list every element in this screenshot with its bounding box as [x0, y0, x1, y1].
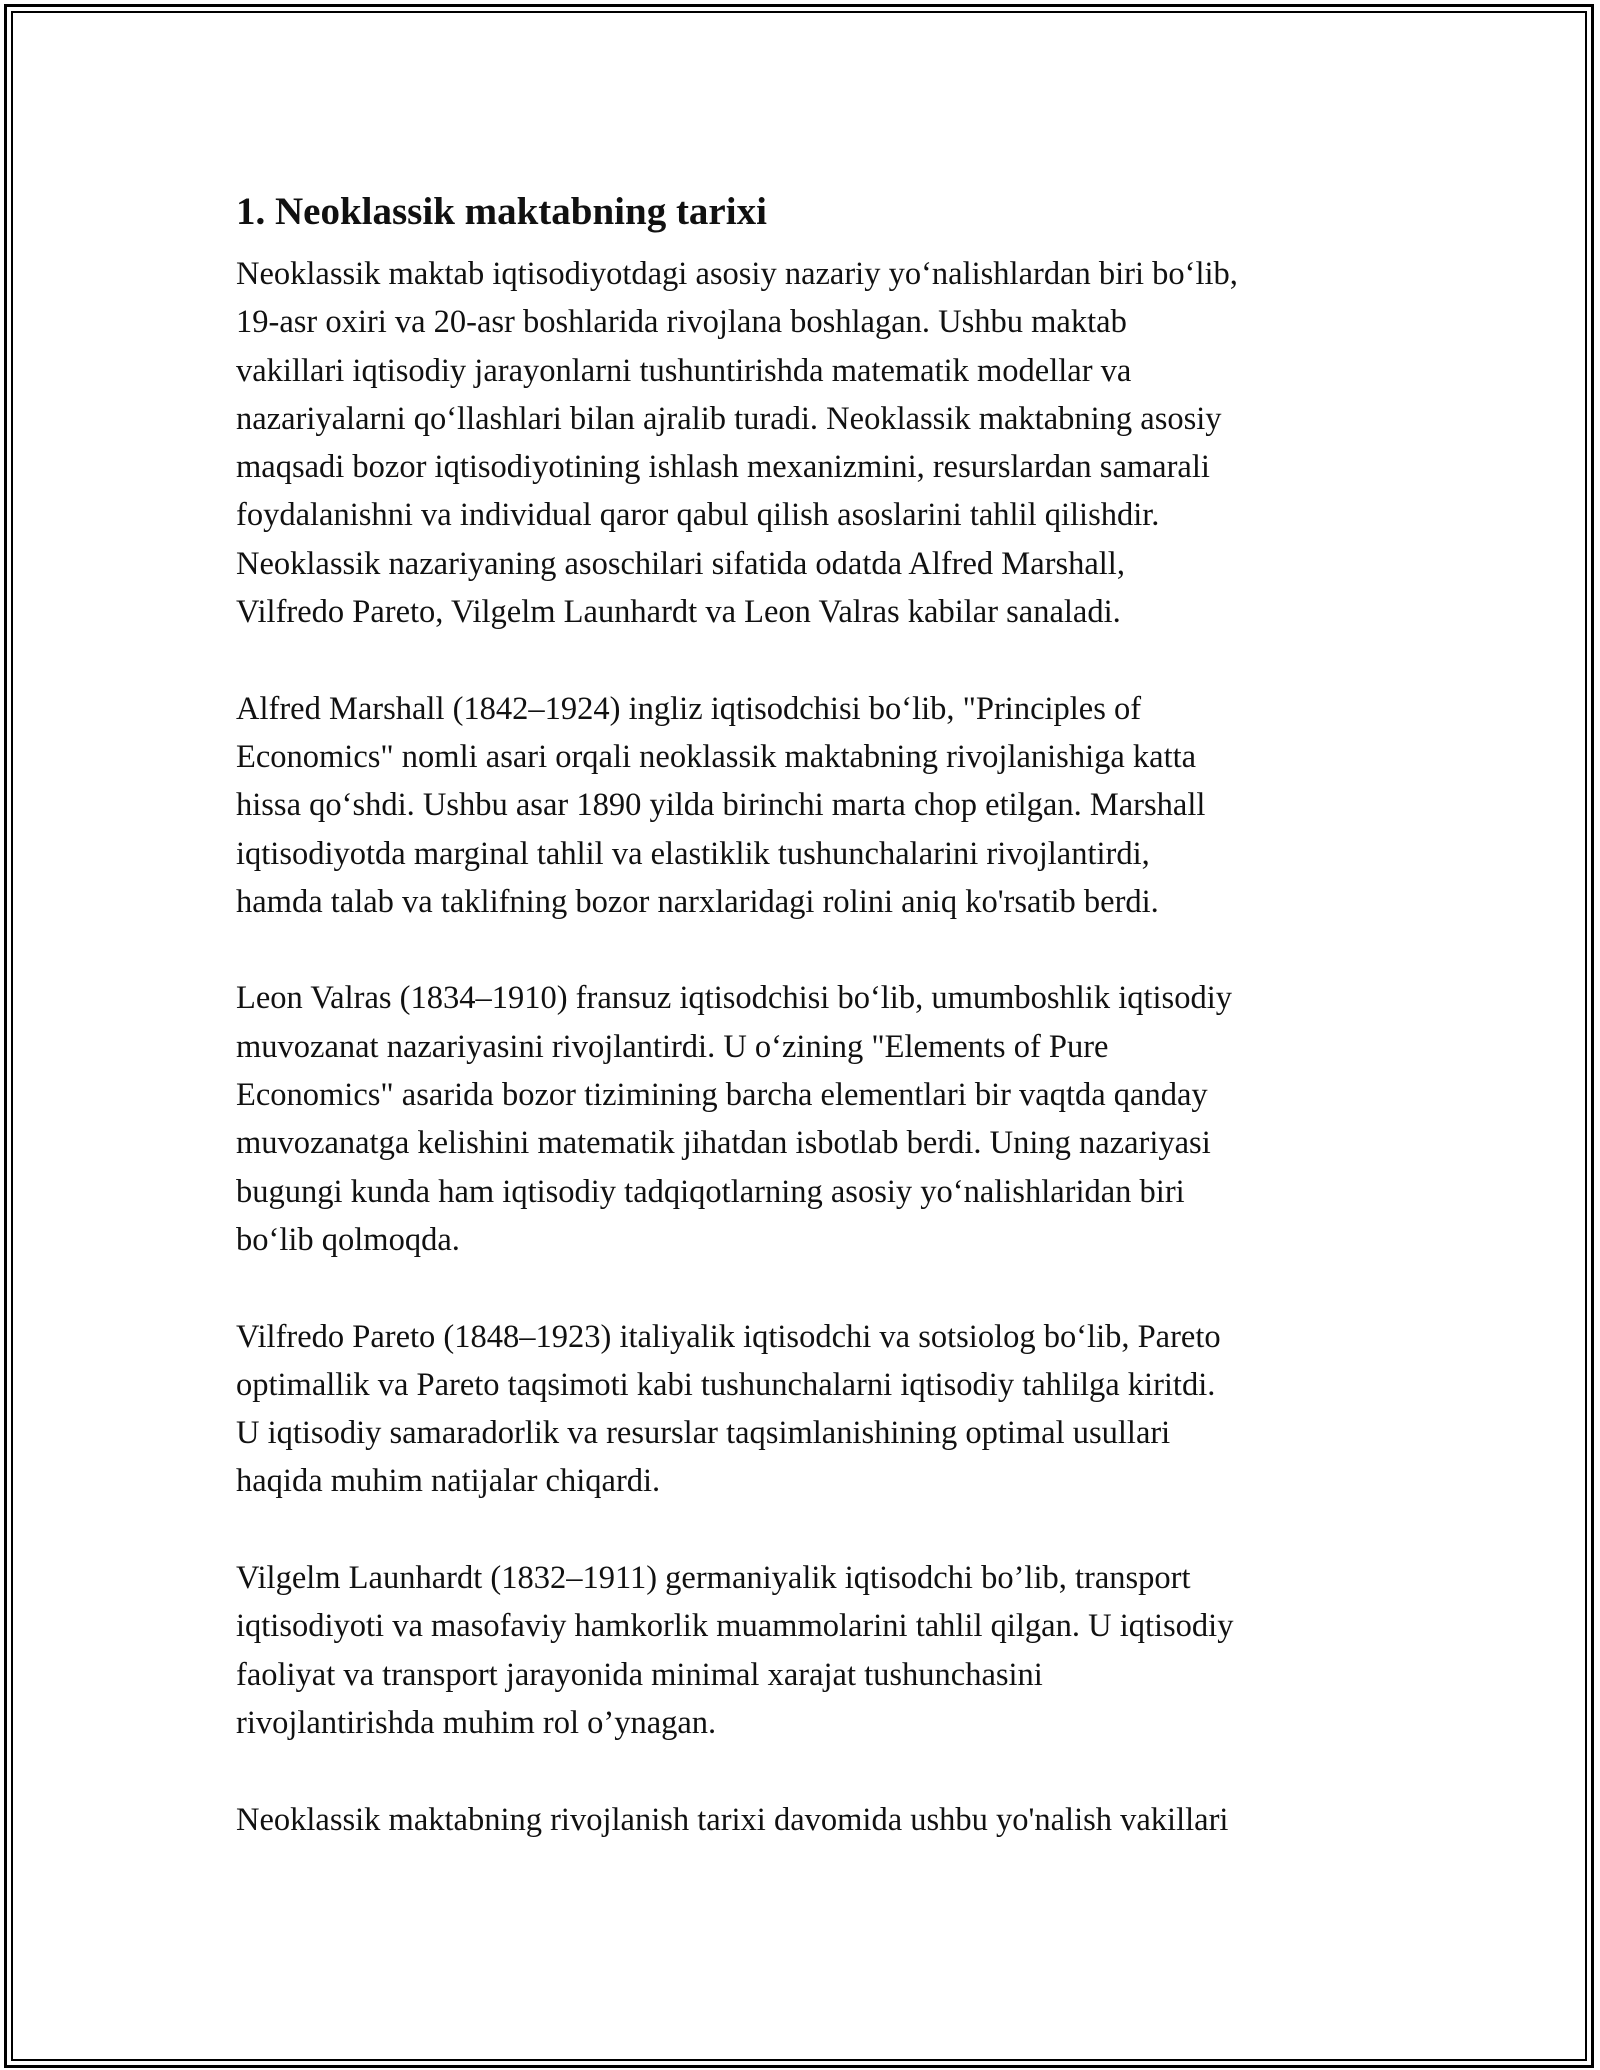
section-heading: 1. Neoklassik maktabning tarixi: [236, 190, 767, 233]
document-body: [236, 182, 1376, 1844]
paragraph-valras: Leon Valras (1834–1910) fransuz iqtisodchisi bo‘lib, umumboshlik iqtisodiy muvozanat nazariyasini rivojlantirdi. U o‘zining "Elements of Pure Economics" asarida bozor tizimining barcha elementlari bir vaqtda qanday muvozanatga kelishini matematik jihatdan isbotlab berdi. Uning nazariyasi bugungi kunda ham iqtisodiy tadqiqotlarning asosiy yo‘nalishlaridan biri bo‘lib qolmoqda.: [236, 980, 1232, 1258]
paragraph-conclusion: Neoklassik maktabning rivojlanish tarixi davomida ushbu yo'nalish vakillari: [236, 1801, 1229, 1838]
paragraph-marshall: Alfred Marshall (1842–1924) ingliz iqtisodchisi bo‘lib, "Principles of Economics" nomli asari orqali neoklassik maktabning rivojlanishiga katta hissa qo‘shdi. Ushbu asar 1890 yilda birinchi marta chop etilgan. Marshall iqtisodiyotda marginal tahlil va elastiklik tushunchalarini rivojlantirdi, hamda talab va taklifning bozor narxlaridagi rolini aniq ko'rsatib berdi.: [236, 690, 1206, 920]
paragraph-intro: Neoklassik maktab iqtisodiyotdagi asosiy nazariy yo‘nalishlardan biri bo‘lib, 19-asr oxiri va 20-asr boshlarida rivojlana boshlagan. Ushbu maktab vakillari iqtisodiy jarayonlarni tushuntirishda matematik modellar va nazariyalarni qo‘llashlari bilan ajralib turadi. Neoklassik maktabning asosiy maqsadi bozor iqtisodiyotining ishlash mexanizmini, resurslardan samarali foydalanishni va individual qaror qabul qilish asoslarini tahlil qilishdir. Neoklassik nazariyaning asoschilari sifatida odatda Alfred Marshall, Vilfredo Pareto, Vilgelm Launhardt va Leon Valras kabilar sanaladi.: [236, 256, 1238, 631]
paragraph-pareto: Vilfredo Pareto (1848–1923) italiyalik iqtisodchi va sotsiolog bo‘lib, Pareto optimallik va Pareto taqsimoti kabi tushunchalarni iqtisodiy tahlilga kiritdi. U iqtisodiy samaradorlik va resurslar taqsimlanishining optimal usullari haqida muhim natijalar chiqardi.: [236, 1318, 1221, 1500]
paragraph-launhardt: Vilgelm Launhardt (1832–1911) germaniyalik iqtisodchi bo’lib, transport iqtisodiyoti va masofaviy hamkorlik muammolarini tahlil qilgan. U iqtisodiy faoliyat va transport jarayonida minimal xarajat tushunchasini rivojlantirishda muhim rol o’ynagan.: [236, 1560, 1234, 1741]
